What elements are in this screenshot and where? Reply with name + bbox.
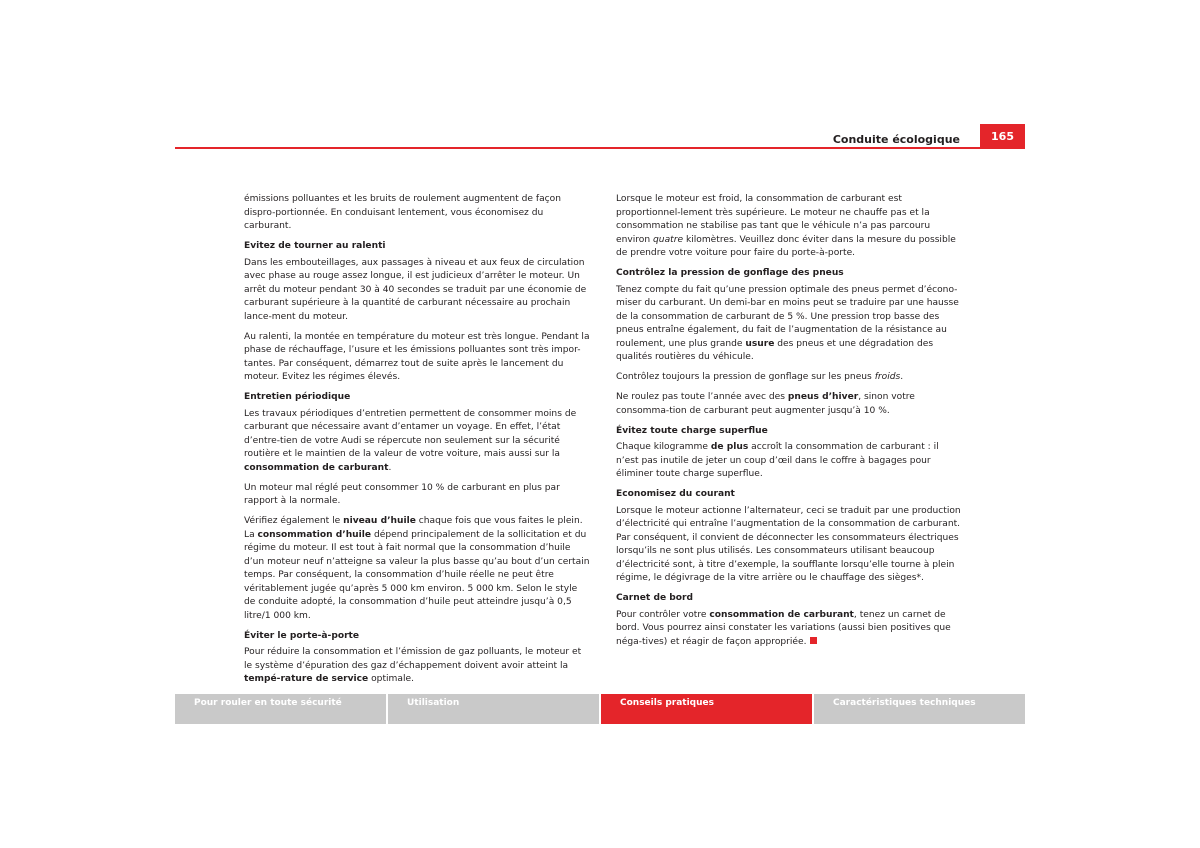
paragraph: Les travaux périodiques d’entretien permettent de consommer moins de carburant que nécessaire avant d’entamer un voyage. En effet, l’état d’entre-tien de votre Audi se répercute non seulement sur la sécurité routière et le maintien de la valeur de votre voiture, mais aussi sur la consommation de carburant. [244,408,577,473]
paragraph: Vérifiez également le niveau d’huile chaque fois que vous faites le plein. La consommation d’huile dépend principalement de la sollicitation et du régime du moteur. Il est tout à fait normal que la consommation d’huile d’un moteur neuf n’atteigne sa valeur la plus basse qu’au bout d’un certain temps. Par conséquent, la consommation d’huile réelle ne peut être véritablement jugée qu’après 5 000 km environ. 5 000 km. Selon le style de conduite adopté, la consommation d’huile peut atteindre jusqu’à 0,5 litre/1 000 km. [244,516,590,621]
end-of-section-square-icon [810,637,817,644]
page-number-badge: 165 [980,124,1025,149]
paragraph: Ne roulez pas toute l’année avec des pneus d’hiver, sinon votre consomma-tion de carburant peut augmenter jusqu’à 10 %. [616,392,915,416]
tab-securite[interactable]: Pour rouler en toute sécurité [175,694,388,724]
section-heading-courant: Economisez du courant [616,489,735,499]
tab-utilisation[interactable]: Utilisation [388,694,601,724]
footer-navigation [175,694,1025,724]
section-heading-carnet: Carnet de bord [616,593,694,603]
paragraph: Lorsque le moteur est froid, la consommation de carburant est proportionnel-lement très supérieure. Le moteur ne chauffe pas et la consommation ne stabilise pas tant que le véhicule n’a pas parcouru environ quatre kilomètres. Veuillez donc éviter dans la mesure du possible de prendre votre voiture pour faire du porte-à-porte. [616,194,956,258]
paragraph: Au ralenti, la montée en température du moteur est très longue. Pendant la phase de réchauffage, l’usure et les émissions polluantes sont très impor-tantes. Par conséquent, démarrez tout de suite après le lancement du moteur. Evitez les régimes élevés. [244,331,590,382]
tab-caracteristiques-techniques[interactable]: Caractéristiques techniques [814,694,1025,724]
paragraph: Pour contrôler votre consommation de carburant, tenez un carnet de bord. Vous pourrez ainsi constater les variations (aussi bien positives que néga-tives) et réagir de façon appropriée. [616,609,951,647]
paragraph: Contrôlez toujours la pression de gonflage sur les pneus froids. [616,372,904,382]
section-heading-porte-a-porte: Éviter le porte-à-porte [244,630,360,641]
paragraph: Pour réduire la consommation et l’émission de gaz polluants, le moteur et le système d’épuration des gaz d’échappement doivent avoir atteint la tempé-rature de service optimale. [244,647,582,684]
section-heading-pneus: Contrôlez la pression de gonflage des pneus [616,268,844,278]
paragraph: Dans les embouteillages, aux passages à niveau et aux feux de circulation avec phase au rouge assez longue, il est judicieux d’arrêter le moteur. Un arrêt du moteur pendant 30 à 40 secondes se traduit par une économie de carburant supérieure à la quantité de carburant nécessaire au prochain lance-ment du moteur. [244,257,587,322]
right-column [616,193,962,656]
section-heading-ralenti: Evitez de tourner au ralenti [244,241,386,251]
page-header-title: Conduite écologique [832,133,960,146]
tab-conseils-pratiques[interactable]: Conseils pratiques [601,694,814,724]
left-column [244,193,590,693]
paragraph: Chaque kilogramme de plus accroît la consommation de carburant : il n’est pas inutile de jeter un coup d’œil dans le coffre à bagages pour éliminer toute charge superflue. [616,442,939,479]
paragraph: Tenez compte du fait qu’une pression optimale des pneus permet d’écono-miser du carburant. Un demi-bar en moins peut se traduire par une hausse de la consommation de carburant de 5 %. Une pression trop basse des pneus entraîne également, du fait de l’augmentation de la résistance au roulement, une plus grande usure des pneus et une dégradation des qualités routières du véhicule. [616,284,959,362]
section-heading-charge: Évitez toute charge superflue [616,425,768,436]
paragraph: Lorsque le moteur actionne l’alternateur, ceci se traduit par une production d’électricité qui entraîne l’augmentation de la consommation de carburant. Par conséquent, il convient de déconnecter les consommateurs électriques lorsqu’ils ne sont plus utilisés. Les consommateurs utilisant beaucoup d’électricité sont, à titre d’exemple, la soufflante lorsqu’elle tourne à plein régime, le dégivrage de la vitre arrière ou le chauffage des sièges*. [616,505,961,583]
paragraph: Un moteur mal réglé peut consommer 10 % de carburant en plus par rapport à la normale. [244,482,560,506]
paragraph: émissions polluantes et les bruits de roulement augmentent de façon dispro-portionnée. En conduisant lentement, vous économisez du carburant. [244,194,561,231]
header-divider [175,147,1025,149]
section-heading-entretien: Entretien périodique [244,392,351,402]
